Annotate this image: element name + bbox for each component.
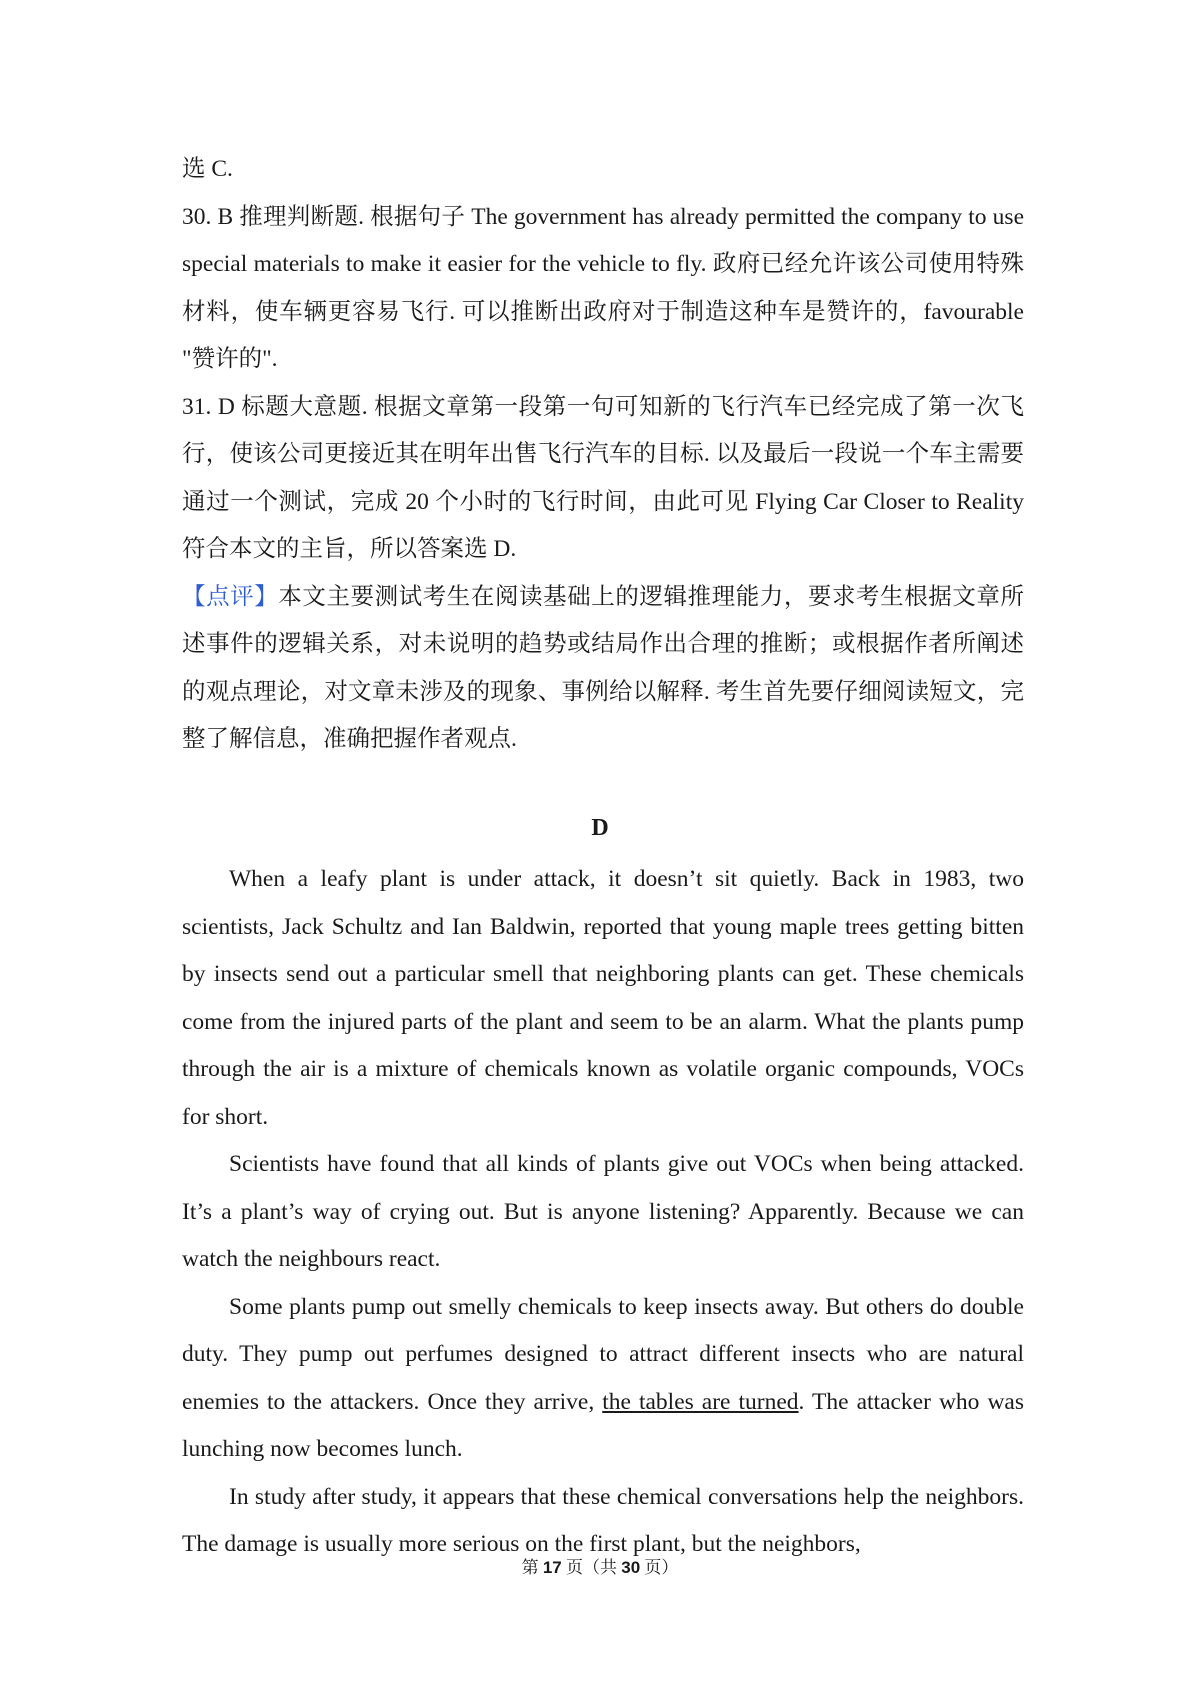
paragraph-3-text-before: Some plants pump out smelly chemicals to keep insects away. But others do double duty. They pump out perfumes designed to attract different insects who are natural enemies to the attackers. Once they arrive, — [182, 1293, 1024, 1415]
previous-answer-tail: 选 C. — [182, 156, 233, 182]
answer-explanations — [182, 146, 1024, 764]
current-page-number: 17 — [542, 1558, 562, 1577]
footer-prefix: 第 — [521, 1558, 543, 1577]
answer-31-explanation: 31. D 标题大意题. 根据文章第一段第一句可知新的飞行汽车已经完成了第一次飞行，使该公司更接近其在明年出售飞行汽车的目标. 以及最后一段说一个车主需要通过一个测试，完成 20 个小时的飞行时间，由此可见 Flying Car Closer to Reality 符合本文的主旨，所以答案选 D. — [182, 393, 1024, 562]
paragraph-3-text-after: . The attacker who was lunching now becomes lunch. — [182, 1388, 1024, 1462]
reading-passage — [182, 856, 1024, 1569]
underlined-phrase: the tables are turned — [602, 1388, 799, 1415]
comment-text: 本文主要测试考生在阅读基础上的逻辑推理能力，要求考生根据文章所述事件的逻辑关系，对未说明的趋势或结局作出合理的推断；或根据作者所阐述的观点理论，对文章未涉及的现象、事例给以解释. 考生首先要仔细阅读短文，完整了解信息，准确把握作者观点. — [182, 583, 1025, 752]
comment-tag: 【点评】 — [182, 583, 279, 610]
section-heading: D — [591, 815, 609, 841]
answer-30-explanation: 30. B 推理判断题. 根据句子 The government has already permitted the company to use special materials to make it easier for the vehicle to fly. 政府已经允许该公司使用特殊材料，使车辆更容易飞行. 可以推断出政府对于制造这种车是赞许的，favourable "赞许的". — [182, 203, 1024, 372]
passage-paragraph-3 — [182, 1284, 1024, 1474]
passage-paragraph-1: When a leafy plant is under attack, it doesn’t sit quietly. Back in 1983, two scientists, Jack Schultz and Ian Baldwin, reported that young maple trees getting bitten by insects send out a particular smell that neighboring plants can get. These chemicals come from the injured parts of the plant and seem to be an alarm. What the plants pump through the air is a mixture of chemicals known as volatile organic compounds, VOCs for short. — [182, 866, 1024, 1130]
passage-paragraph-2: Scientists have found that all kinds of plants give out VOCs when being attacked. It’s a plant’s way of crying out. But is anyone listening? Apparently. Because we can watch the neighbours react. — [182, 1151, 1024, 1272]
page-footer — [0, 1556, 1200, 1580]
passage-paragraph-4: In study after study, it appears that these chemical conversations help the neighbors. The damage is usually more serious on the first plant, but the neighbors, — [182, 1483, 1024, 1557]
footer-middle: 页（共 — [561, 1558, 622, 1577]
total-page-count: 30 — [621, 1558, 641, 1577]
footer-suffix: 页） — [640, 1558, 679, 1577]
comment-paragraph — [182, 574, 1024, 764]
